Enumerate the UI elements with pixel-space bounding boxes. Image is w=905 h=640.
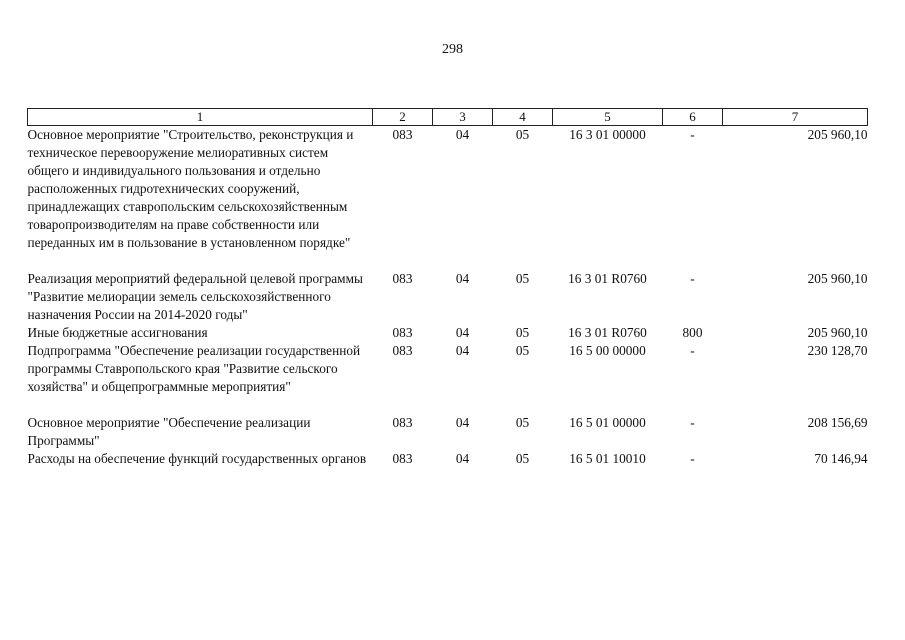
- cell-target-article: 16 3 01 R0760: [568, 271, 647, 286]
- budget-table: [27, 108, 868, 468]
- cell-section: 04: [455, 343, 470, 358]
- cell-amount: 70 146,94: [814, 451, 868, 466]
- row-name: Иные бюджетные ассигнования: [27, 325, 208, 340]
- table-row: [28, 126, 868, 271]
- cell-expense-type: -: [690, 127, 695, 142]
- row-name: Расходы на обеспечение функций государственных органов: [27, 451, 367, 466]
- cell-expense-type: -: [690, 451, 695, 466]
- cell-amount: 208 156,69: [807, 415, 868, 430]
- row-name: Подпрограмма "Обеспечение реализации государственной программы Ставропольского края "Развитие сельского хозяйства" и общепрограммные мероприятия": [27, 343, 361, 394]
- column-header: 4: [493, 109, 553, 126]
- column-header: 2: [373, 109, 433, 126]
- cell-section: 04: [455, 271, 470, 286]
- cell-subsection: 05: [515, 271, 530, 286]
- cell-ministry-code: 083: [392, 451, 413, 466]
- cell-expense-type: 800: [682, 325, 703, 340]
- cell-target-article: 16 3 01 00000: [569, 127, 646, 142]
- cell-amount: 205 960,10: [807, 271, 868, 286]
- cell-ministry-code: 083: [392, 343, 413, 358]
- table-header-row: [28, 109, 868, 126]
- cell-target-article: 16 5 01 10010: [569, 451, 646, 466]
- column-header: 3: [433, 109, 493, 126]
- cell-subsection: 05: [515, 451, 530, 466]
- cell-ministry-code: 083: [392, 271, 413, 286]
- cell-section: 04: [455, 325, 470, 340]
- cell-subsection: 05: [515, 415, 530, 430]
- table-row: [28, 270, 868, 324]
- page-number: 298: [442, 42, 463, 57]
- cell-section: 04: [455, 415, 470, 430]
- cell-subsection: 05: [515, 325, 530, 340]
- cell-section: 04: [455, 451, 470, 466]
- column-header: 7: [723, 109, 868, 126]
- table-row: [28, 414, 868, 450]
- cell-ministry-code: 083: [392, 127, 413, 142]
- cell-ministry-code: 083: [392, 325, 413, 340]
- cell-expense-type: -: [690, 343, 695, 358]
- cell-amount: 205 960,10: [807, 325, 868, 340]
- cell-amount: 205 960,10: [807, 127, 868, 142]
- cell-expense-type: -: [690, 415, 695, 430]
- table-row: [28, 324, 868, 342]
- row-name: Реализация мероприятий федеральной целевой программы "Развитие мелиорации земель сельскохозяйственного назначения России на 2014-2020 годы": [27, 271, 363, 322]
- table-row: [28, 342, 868, 414]
- column-header: 1: [28, 109, 373, 126]
- cell-ministry-code: 083: [392, 415, 413, 430]
- cell-expense-type: -: [690, 271, 695, 286]
- row-name: Основное мероприятие "Строительство, реконструкция и техническое перевооружение мелиоративных систем общего и индивидуального пользования и отдельно расположенных гидротехнических сооружений, принадлежащих ставропольским сельскохозяйственным товаропроизводителям на праве собственности или переданных им в пользование в установленном порядке": [27, 127, 354, 250]
- cell-subsection: 05: [515, 343, 530, 358]
- cell-target-article: 16 5 01 00000: [569, 415, 646, 430]
- cell-section: 04: [455, 127, 470, 142]
- cell-subsection: 05: [515, 127, 530, 142]
- column-header: 5: [553, 109, 663, 126]
- cell-amount: 230 128,70: [807, 343, 868, 358]
- column-header: 6: [663, 109, 723, 126]
- cell-target-article: 16 3 01 R0760: [568, 325, 647, 340]
- cell-target-article: 16 5 00 00000: [569, 343, 646, 358]
- row-name: Основное мероприятие "Обеспечение реализации Программы": [27, 415, 311, 448]
- table-row: [28, 450, 868, 468]
